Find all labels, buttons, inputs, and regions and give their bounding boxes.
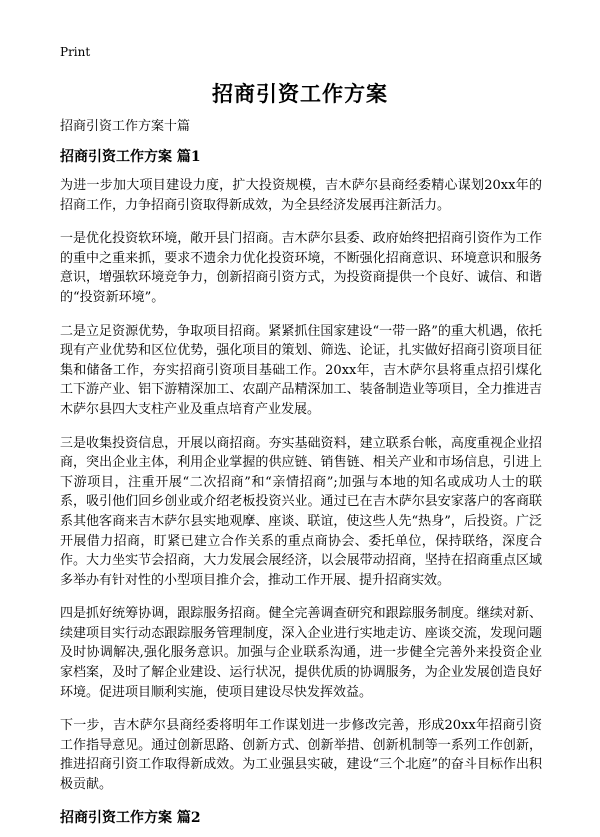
document-subtitle: 招商引资工作方案十篇 bbox=[60, 119, 191, 134]
section-heading-1: 招商引资工作方案 篇1 bbox=[60, 149, 201, 165]
print-link[interactable]: Print bbox=[60, 45, 91, 59]
section-heading-2: 招商引资工作方案 篇2 bbox=[60, 809, 201, 826]
document-content bbox=[60, 118, 542, 837]
section-1-paragraph-5: 四是抓好统筹协调，跟踪服务招商。健全完善调查研究和跟踪服务制度。继续对新、续建项目实行动态跟踪服务管理制度，深入企业进行实地走访、座谈交流，发现问题及时协调解决,强化服务意识。加强与企业联系沟通，进一步健全完善外来投资企业家档案，及时了解企业建设、运行状况，提供优质的协调服务，为企业发展创造良好环境。促进项目顺利实施，使项目建设尽快发挥效益。 bbox=[60, 606, 542, 700]
section-1-paragraph-1: 为进一步加大项目建设力度，扩大投资规模，吉木萨尔县商经委精心谋划20xx年的招商工作，力争招商引资取得新成效，为全县经济发展再注新活力。 bbox=[60, 178, 542, 213]
document-title: 招商引资工作方案 bbox=[212, 81, 388, 106]
section-1-paragraph-2: 一是优化投资软环境，敞开县门招商。吉木萨尔县委、政府始终把招商引资作为工作的重中之重来抓，要求不遗余力优化投资环境，不断强化招商意识、环境意识和服务意识，增强软环境竞争力，创新招商引资方式，为投资商提供一个良好、诚信、和谐的“投资新环境”。 bbox=[60, 231, 542, 305]
section-1-paragraph-3: 二是立足资源优势，争取项目招商。紧紧抓住国家建设“一带一路”的重大机遇，依托现有产业优势和区位优势，强化项目的策划、筛选、论证，扎实做好招商引资项目征集和储备工作，夯实招商引资项目基础工作。20xx年，吉木萨尔县将重点招引煤化工下游产业、铝下游精深加工、农副产品精深加工、装备制造业等项目，全力推进吉木萨尔县四大支柱产业及重点培育产业发展。 bbox=[60, 323, 542, 417]
section-1-paragraph-4: 三是收集投资信息，开展以商招商。夯实基础资料，建立联系台帐，高度重视企业招商，突出企业主体，利用企业掌握的供应链、销售链、相关产业和市场信息，引进上下游项目，注重开展“二次招商”和“亲情招商”;加强与本地的知名或成功人士的联系，吸引他们回乡创业或介绍老板投资兴业。通过已在吉木萨尔县安家落户的客商联系其他客商来吉木萨尔县实地观摩、座谈、联谊，使这些人先“热身”，后投资。广泛开展借力招商，盯紧已建立合作关系的重点商协会、委托单位，保持联络，深度合作。大力坐实节会招商，大力发展会展经济，以会展带动招商，坚持在招商重点区域多举办有针对性的小型项目推介会，推动工作开展、提升招商实效。 bbox=[60, 435, 542, 588]
section-1-paragraph-6: 下一步，吉木萨尔县商经委将明年工作谋划进一步修改完善，形成20xx年招商引资工作指导意见。通过创新思路、创新方式、创新举措、创新机制等一系列工作创新，推进招商引资工作取得新成效。为工业强县实破，建设“三个北庭”的奋斗目标作出积极贡献。 bbox=[60, 718, 542, 793]
